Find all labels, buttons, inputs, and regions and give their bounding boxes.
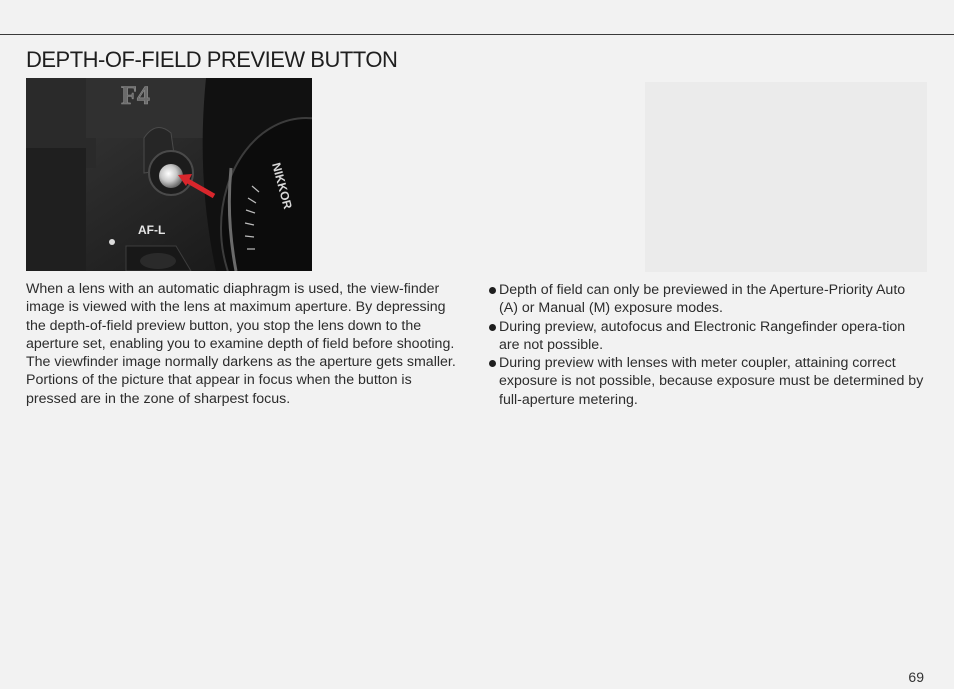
notes-column — [487, 281, 927, 409]
main-text-column — [26, 280, 466, 408]
note-item: Depth of field can only be previewed in the Aperture-Priority Auto (A) or Manual (M) exposure modes. — [487, 281, 927, 318]
note-item: During preview with lenses with meter coupler, attaining correct exposure is not possible, because exposure must be determined by full-aperture metering. — [487, 354, 927, 409]
model-badge: F4 — [121, 81, 150, 110]
af-lock-label: AF-L — [138, 223, 166, 237]
note-item: During preview, autofocus and Electronic Rangefinder opera-tion are not possible. — [487, 318, 927, 355]
bleed-through-area — [645, 82, 927, 272]
description-paragraph: When a lens with an automatic diaphragm is used, the view-finder image is viewed with the lens at maximum aperture. By depressing the depth-of-field preview button, you stop the lens down to the aperture set, enabling you to examine depth of field before shooting. The viewfinder image normally darkens as the aperture gets smaller. Portions of the picture that appear in focus when the button is pressed are in the zone of sharpest focus. — [26, 281, 456, 407]
lens-name-text: NIKKOR — [269, 161, 295, 211]
page-title: DEPTH-OF-FIELD PREVIEW BUTTON — [26, 47, 398, 72]
page-number: 69 — [908, 669, 924, 685]
camera-photo — [26, 78, 312, 271]
header-rule — [0, 34, 954, 35]
